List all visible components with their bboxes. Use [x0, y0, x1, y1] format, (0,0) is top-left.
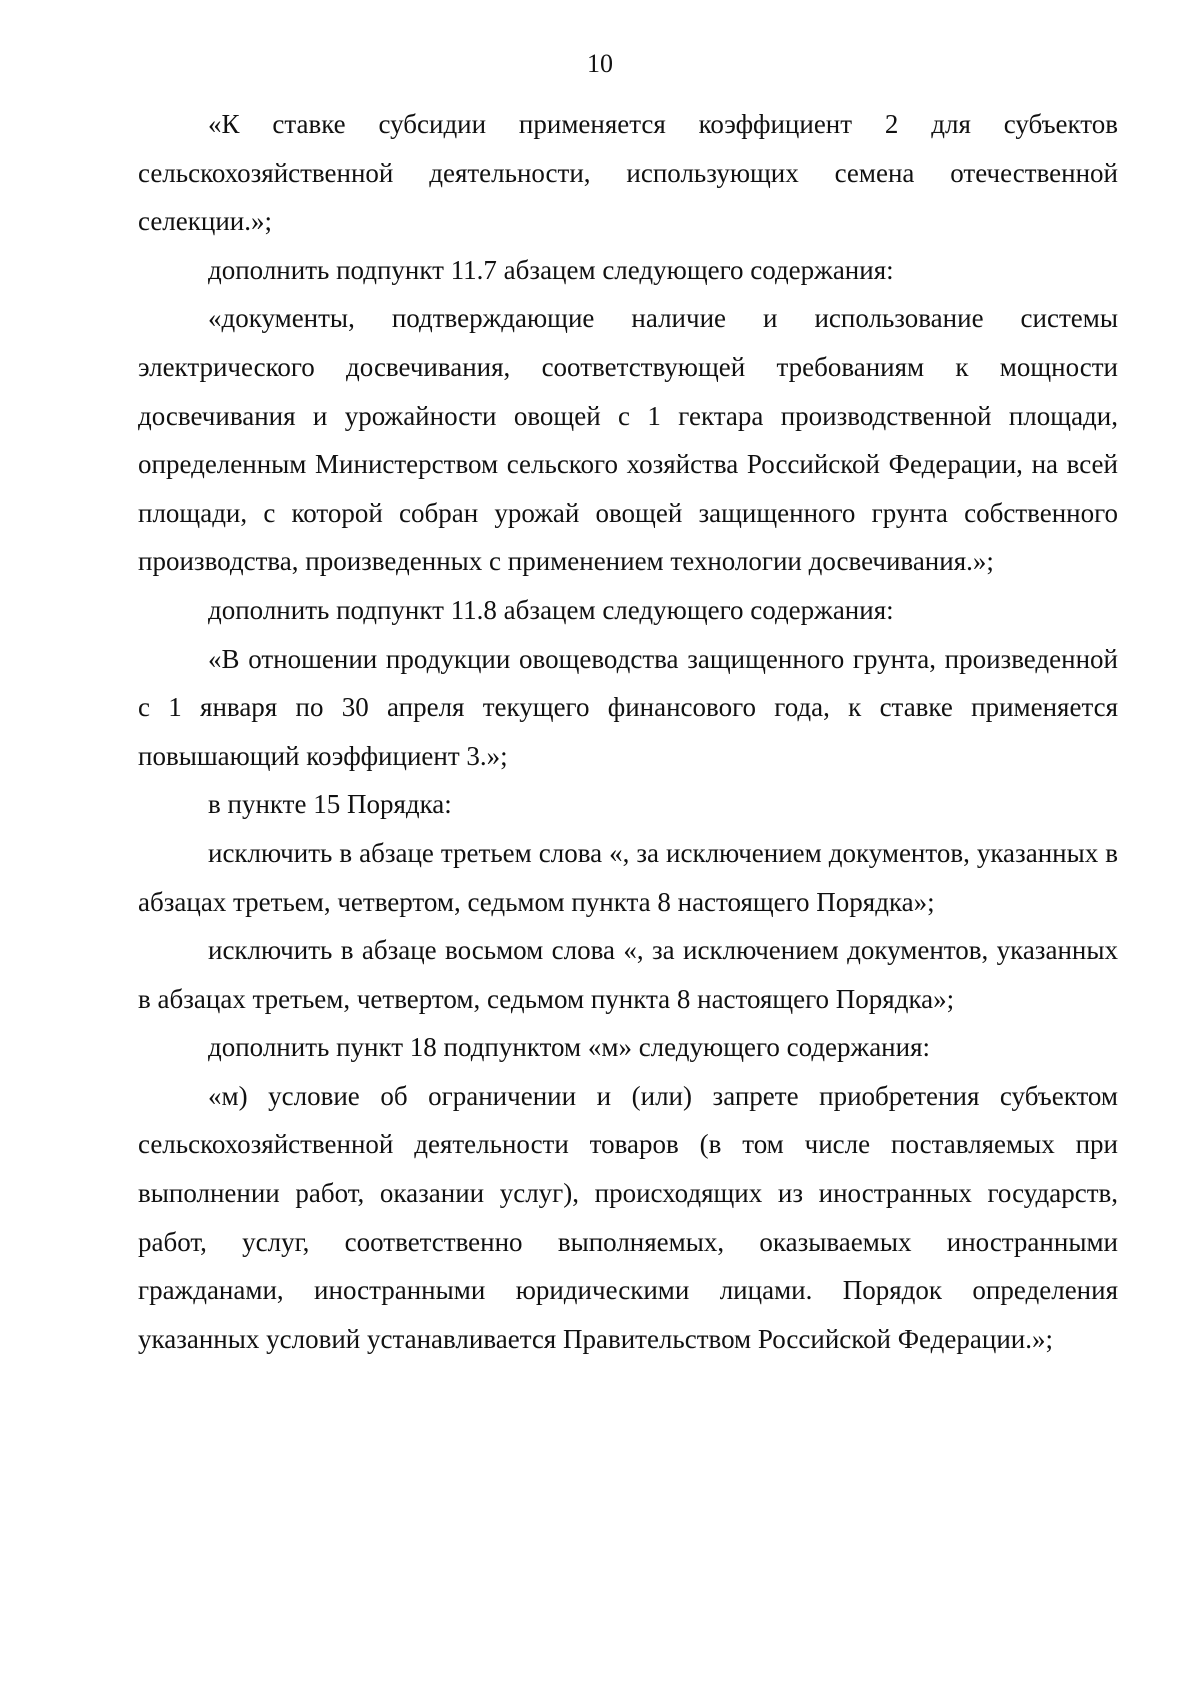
paragraph-amend-11-7: дополнить подпункт 11.7 абзацем следующего содержания:	[208, 254, 894, 285]
paragraph-coefficient-greenhouse: «В отношении продукции овощеводства защищенного грунта, произведенной с 1 января по 30 апреля текущего финансового года, к ставке применяется повышающий коэффициент 3.»;	[138, 643, 1118, 771]
paragraph-amend-11-8: дополнить подпункт 11.8 абзацем следующего содержания:	[208, 594, 894, 625]
paragraph-point-15: в пункте 15 Порядка:	[208, 789, 452, 820]
paragraph-exclude-eighth: исключить в абзаце восьмом слова «, за исключением документов, указанных в абзацах третьем, четвертом, седьмом пункта 8 настоящего Порядка»;	[138, 935, 1118, 1014]
page-number: 10	[587, 49, 613, 78]
paragraph-foreign-goods-restriction: «м) условие об ограничении и (или) запрете приобретения субъектом сельскохозяйственной деятельности товаров (в том числе поставляемых при выполнении работ, оказании услуг), происходящих из иностранных государств, работ, услуг, соответственно выполняемых, оказываемых иностранными гражданами, иностранными юридическими лицами. Порядок определения указанных условий устанавливается Правительством Российской Федерации.»;	[138, 1080, 1118, 1354]
paragraph-amend-18: дополнить пункт 18 подпунктом «м» следующего содержания:	[208, 1032, 930, 1063]
paragraph-coefficient-seeds: «К ставке субсидии применяется коэффициент 2 для субъектов сельскохозяйственной деятельности, использующих семена отечественной селекции.»;	[138, 109, 1118, 237]
document-body	[138, 100, 1118, 1363]
paragraph-lighting-documents: «документы, подтверждающие наличие и использование системы электрического досвечивания, соответствующей требованиям к мощности досвечивания и урожайности овощей с 1 гектара производственной площади, определенным Министерством сельского хозяйства Российской Федерации, на всей площади, с которой собран урожай овощей защищенного грунта собственного производства, произведенных с применением технологии досвечивания.»;	[138, 303, 1118, 577]
paragraph-exclude-third: исключить в абзаце третьем слова «, за исключением документов, указанных в абзацах третьем, четвертом, седьмом пункта 8 настоящего Порядка»;	[138, 837, 1118, 917]
